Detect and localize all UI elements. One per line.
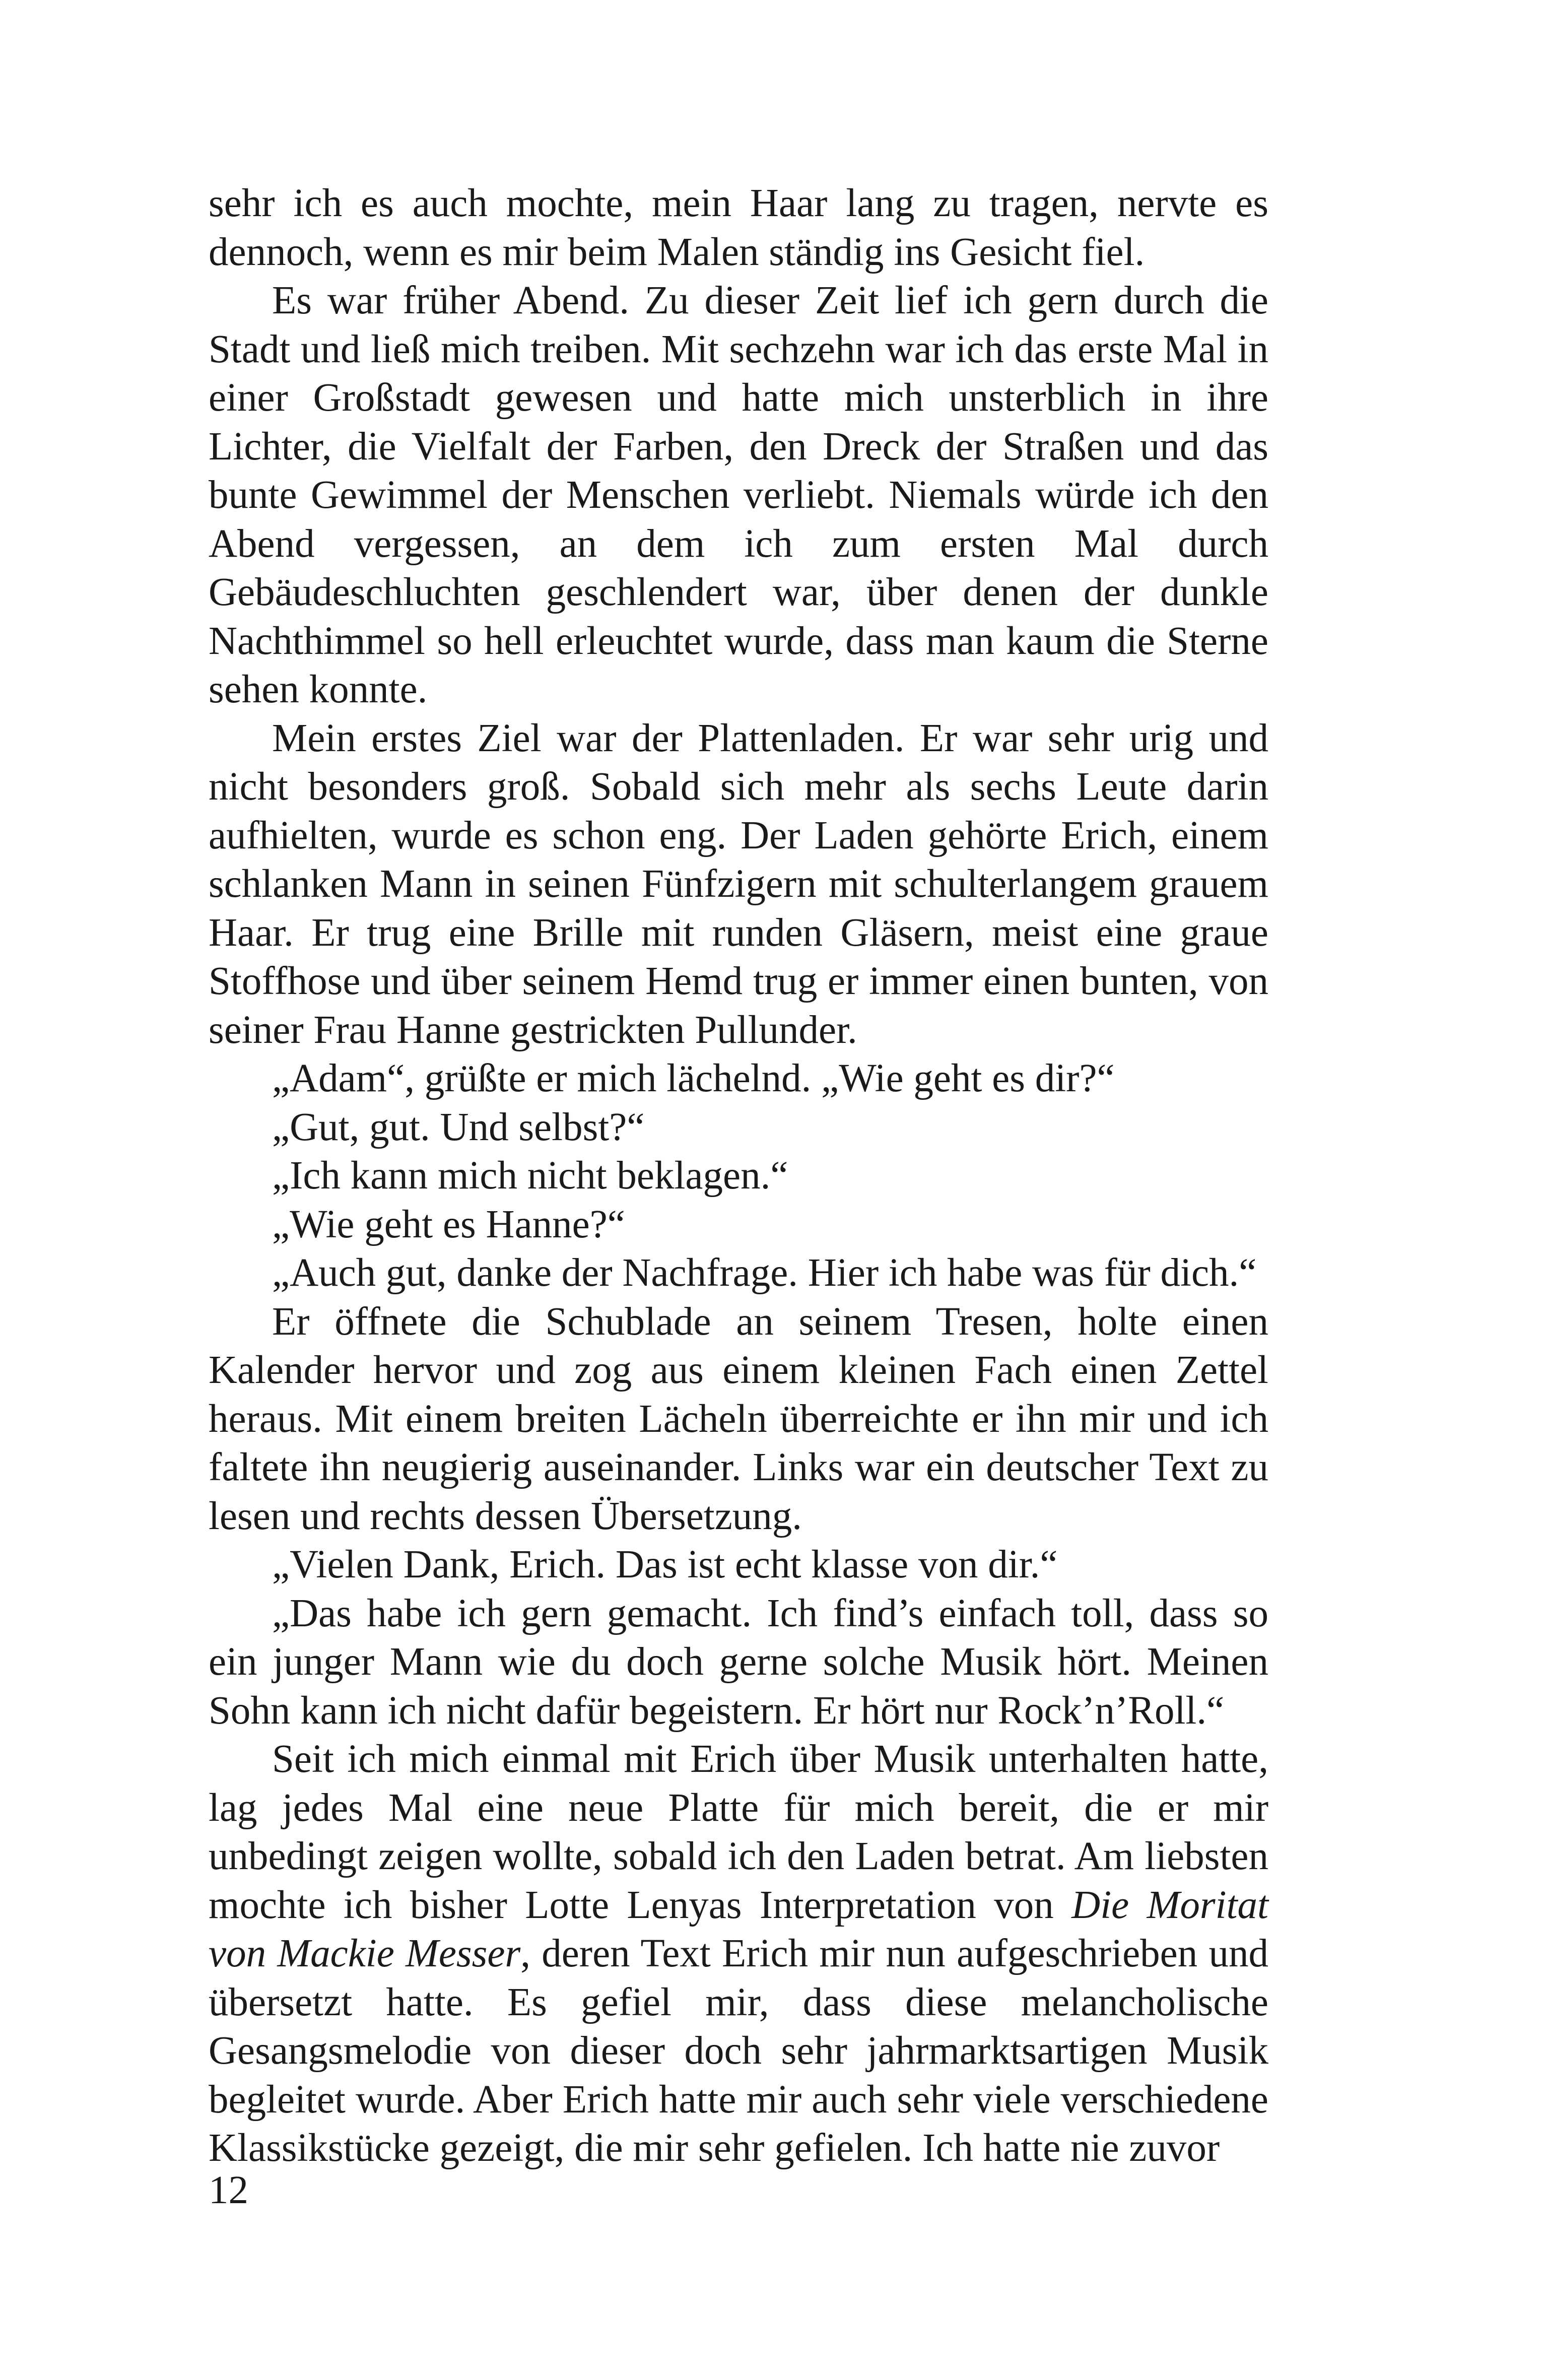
dialogue-line-1: „Adam“, grüßte er mich lächelnd. „Wie geht es dir?“: [272, 1056, 1115, 1100]
dialogue-line-2: „Gut, gut. Und selbst?“: [272, 1105, 645, 1149]
paragraph-evening-city: Es war früher Abend. Zu dieser Zeit lief ich gern durch die Stadt und ließ mich treiben. Mit sechzehn war ich das erste Mal in einer Großstadt gewesen und hatte mich unsterblich in ihre Lichter, die Vielfalt der Farben, den Dreck der Straßen und das bunte Gewimmel der Menschen verliebt. Niemals würde ich den Abend vergessen, an dem ich zum ersten Mal durch Gebäudeschluchten geschlendert war, über denen der dunkle Nachthimmel so hell erleuchtet wurde, dass man kaum die Sterne sehen konnte.: [209, 279, 1268, 711]
page-number: 12: [209, 2168, 248, 2212]
paragraph-music-memories: [209, 1735, 1268, 2173]
dialogue-line-3: „Ich kann mich nicht beklagen.“: [272, 1154, 788, 1198]
body-text: [209, 179, 1268, 2173]
paragraph-drawer-note: Er öffnete die Schublade an seinem Tresen, holte einen Kalender hervor und zog aus einem kleinen Fach einen Zettel heraus. Mit einem breiten Lächeln überreichte er ihn mir und ich faltete ihn neugierig auseinander. Links war ein deutscher Text zu lesen und rechts dessen Übersetzung.: [209, 1299, 1268, 1538]
dialogue-line-7: „Das habe ich gern gemacht. Ich find’s einfach toll, dass so ein junger Mann wie du doch gerne solche Musik hört. Meinen Sohn kann ich nicht dafür begeistern. Er hört nur Rock’n’Roll.“: [209, 1591, 1268, 1733]
dialogue-line-5: „Auch gut, danke der Nachfrage. Hier ich habe was für dich.“: [272, 1251, 1257, 1295]
dialogue-line-6: „Vielen Dank, Erich. Das ist echt klasse von dir.“: [272, 1543, 1058, 1586]
paragraph-text-after-title: , deren Text Erich mir nun aufgeschrieben und übersetzt hatte. Es gefiel mir, dass diese melancholische Gesangsmelodie von dieser doch sehr jahrmarktsartigen Musik begleitet wurde. Aber Erich hatte mir auch sehr viele verschiedene Klassikstücke gezeigt, die mir sehr gefielen. Ich hatte nie zuvor: [209, 1932, 1268, 2170]
paragraph-text-before-title: Seit ich mich einmal mit Erich über Musik unterhalten hatte, lag jedes Mal eine neue Platte für mich bereit, die er mir unbedingt zeigen wollte, sobald ich den Laden betrat. Am liebsten mochte ich bisher Lotte Lenyas Interpretation von: [209, 1737, 1268, 1927]
dialogue-line-4: „Wie geht es Hanne?“: [272, 1202, 625, 1246]
paragraph-record-shop: Mein erstes Ziel war der Plattenladen. Er war sehr urig und nicht besonders groß. Sobald sich mehr als sechs Leute darin aufhielten, wurde es schon eng. Der Laden gehörte Erich, einem schlanken Mann in seinen Fünfzigern mit schulterlangem grauem Haar. Er trug eine Brille mit runden Gläsern, meist eine graue Stoffhose und über seinem Hemd trug er immer einen bunten, von seiner Frau Hanne gestrickten Pullunder.: [209, 716, 1268, 1052]
song-title: Die Moritat von Mackie Messer: [209, 1883, 1268, 1975]
paragraph-continuation: sehr ich es auch mochte, mein Haar lang zu tragen, nervte es dennoch, wenn es mir beim Malen ständig ins Gesicht fiel.: [209, 181, 1268, 274]
